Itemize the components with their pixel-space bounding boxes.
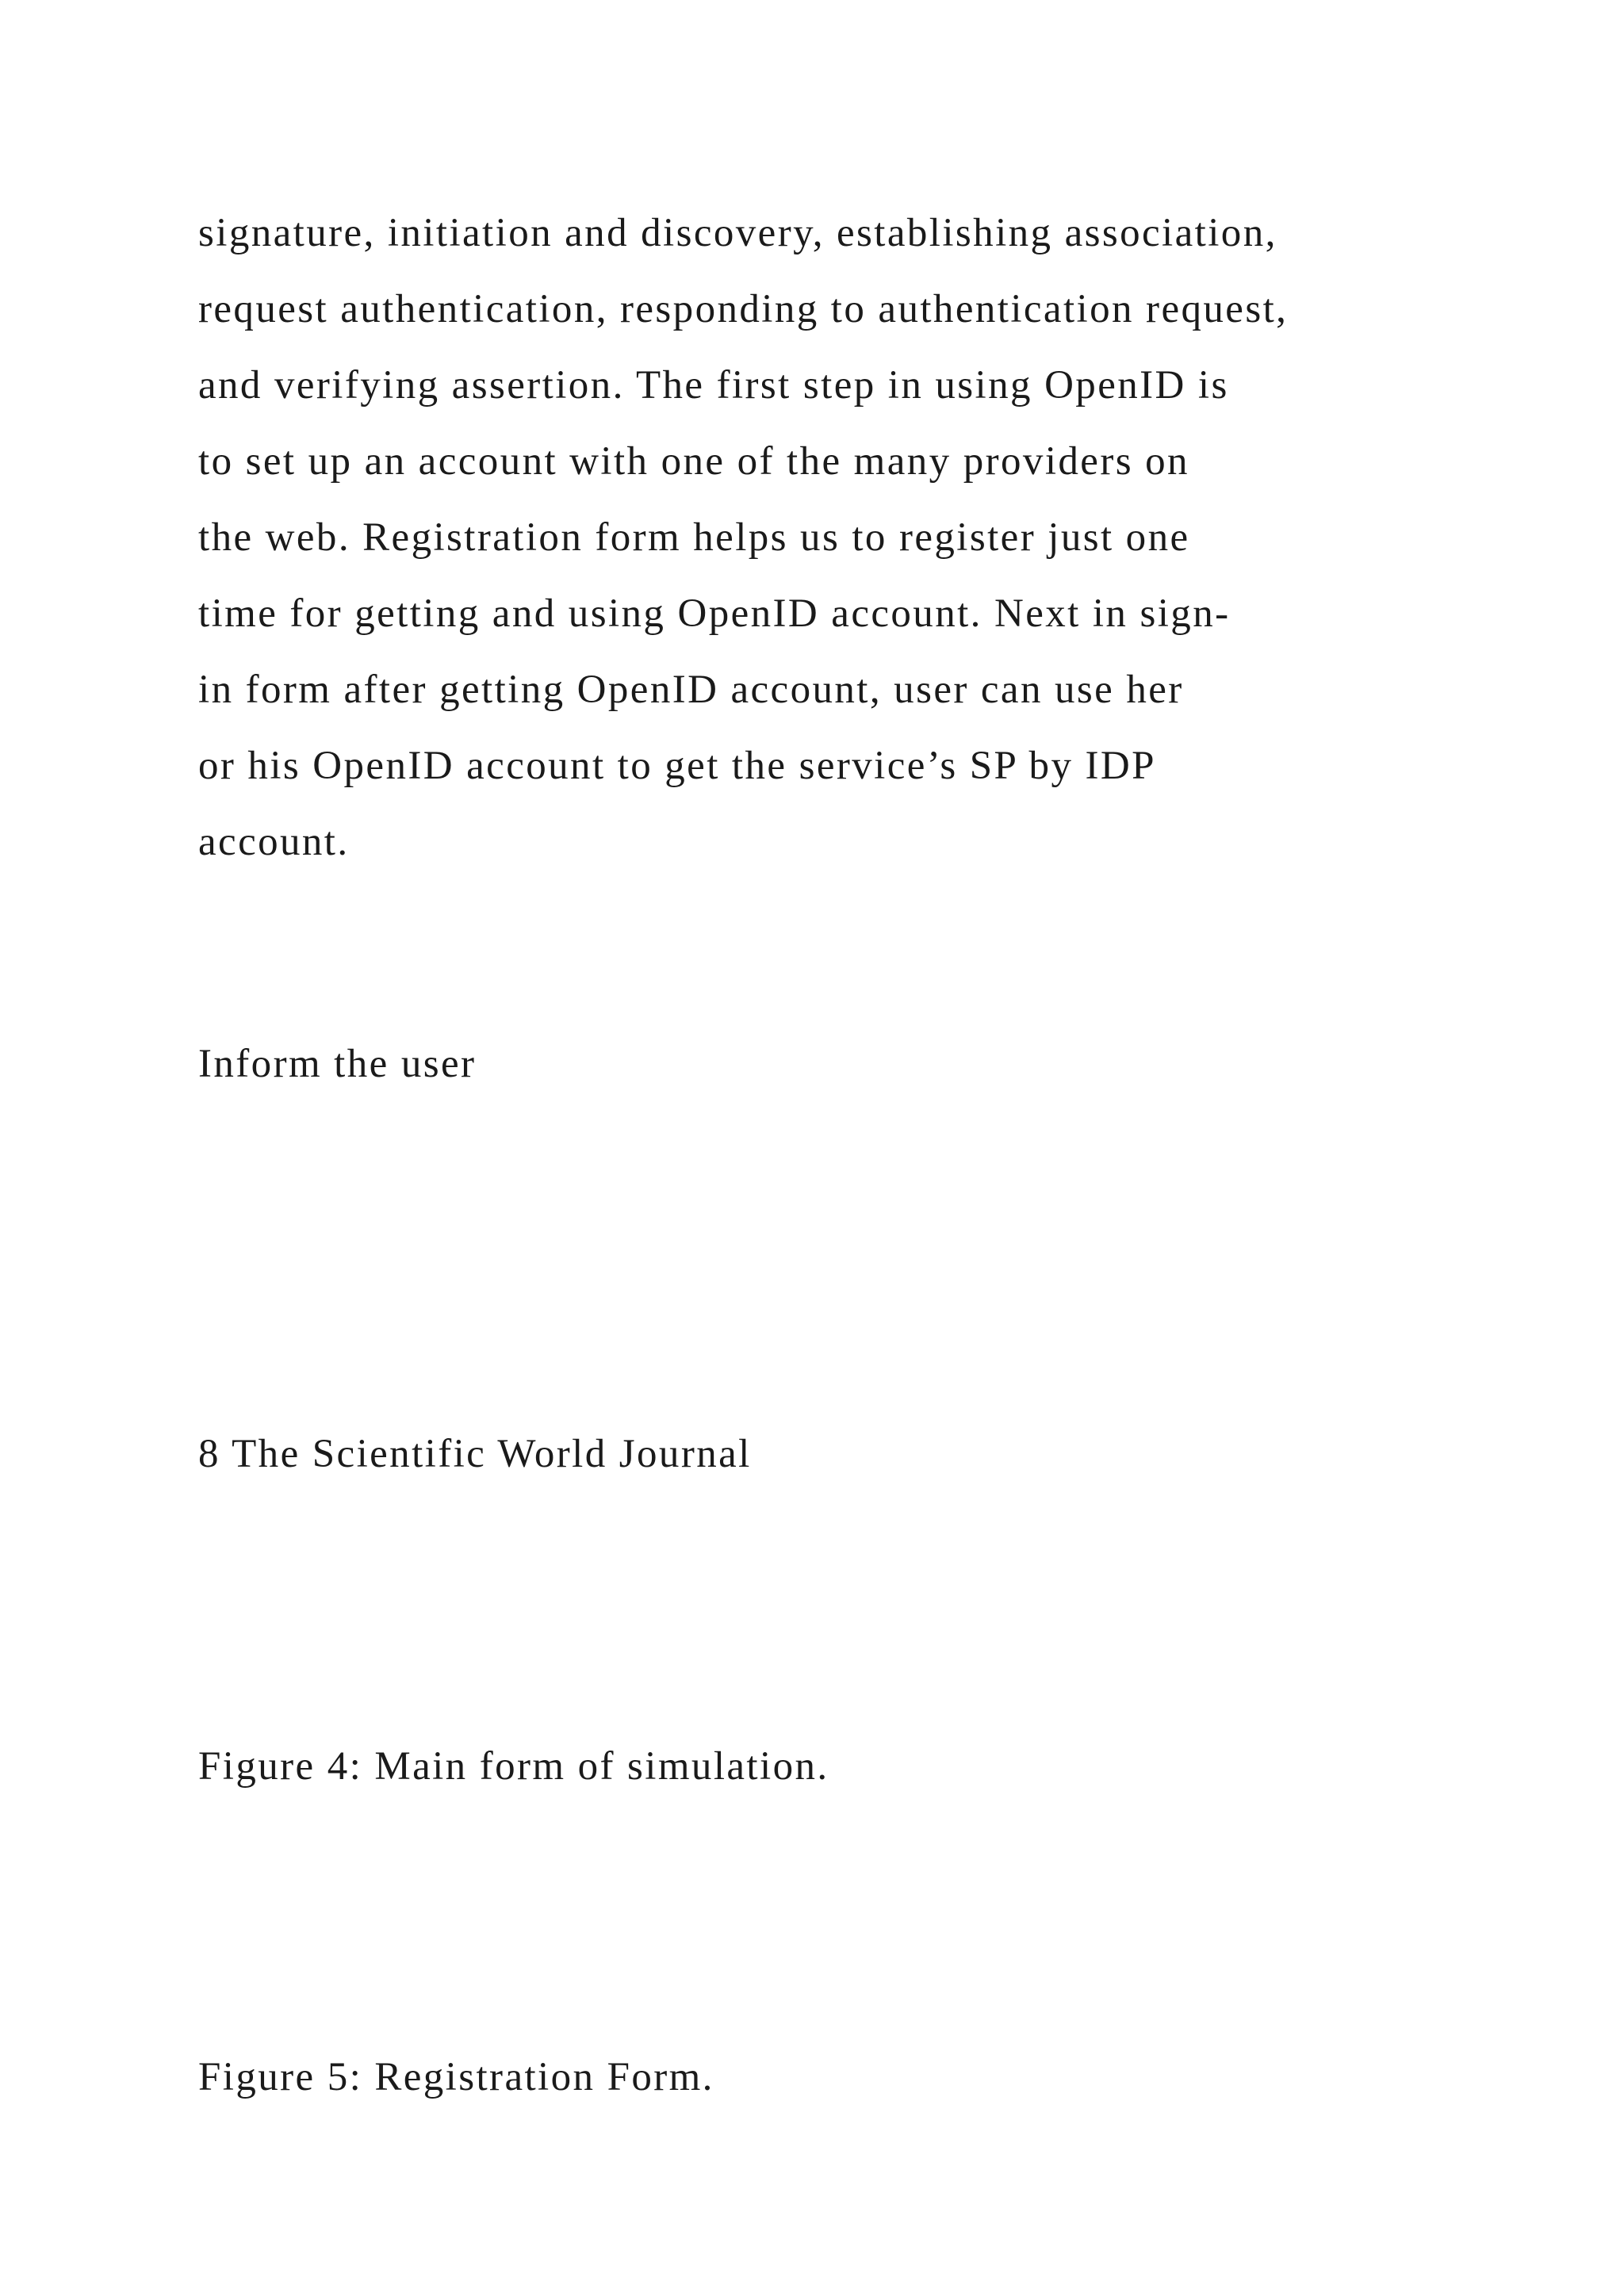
- figure-5-caption: Figure 5: Registration Form.: [198, 2055, 714, 2099]
- running-header: 8 The Scientific World Journal: [198, 1432, 752, 1476]
- body-paragraph: [198, 195, 1594, 880]
- paragraph-line: or his OpenID account to get the service’s SP by IDP: [198, 744, 1156, 788]
- figure-4-caption: Figure 4: Main form of simulation.: [198, 1744, 829, 1789]
- section-heading: Inform the user: [198, 1042, 477, 1086]
- paragraph-line: in form after getting OpenID account, user can use her: [198, 668, 1184, 712]
- paragraph-line: account.: [198, 820, 350, 864]
- paragraph-line: time for getting and using OpenID account. Next in sign-: [198, 591, 1231, 636]
- paragraph-line: and verifying assertion. The first step in using OpenID is: [198, 363, 1229, 408]
- paragraph-line: signature, initiation and discovery, establishing association,: [198, 211, 1277, 255]
- paragraph-line: the web. Registration form helps us to register just one: [198, 515, 1190, 560]
- paragraph-line: to set up an account with one of the many providers on: [198, 439, 1189, 484]
- paragraph-line: request authentication, responding to authentication request,: [198, 287, 1289, 331]
